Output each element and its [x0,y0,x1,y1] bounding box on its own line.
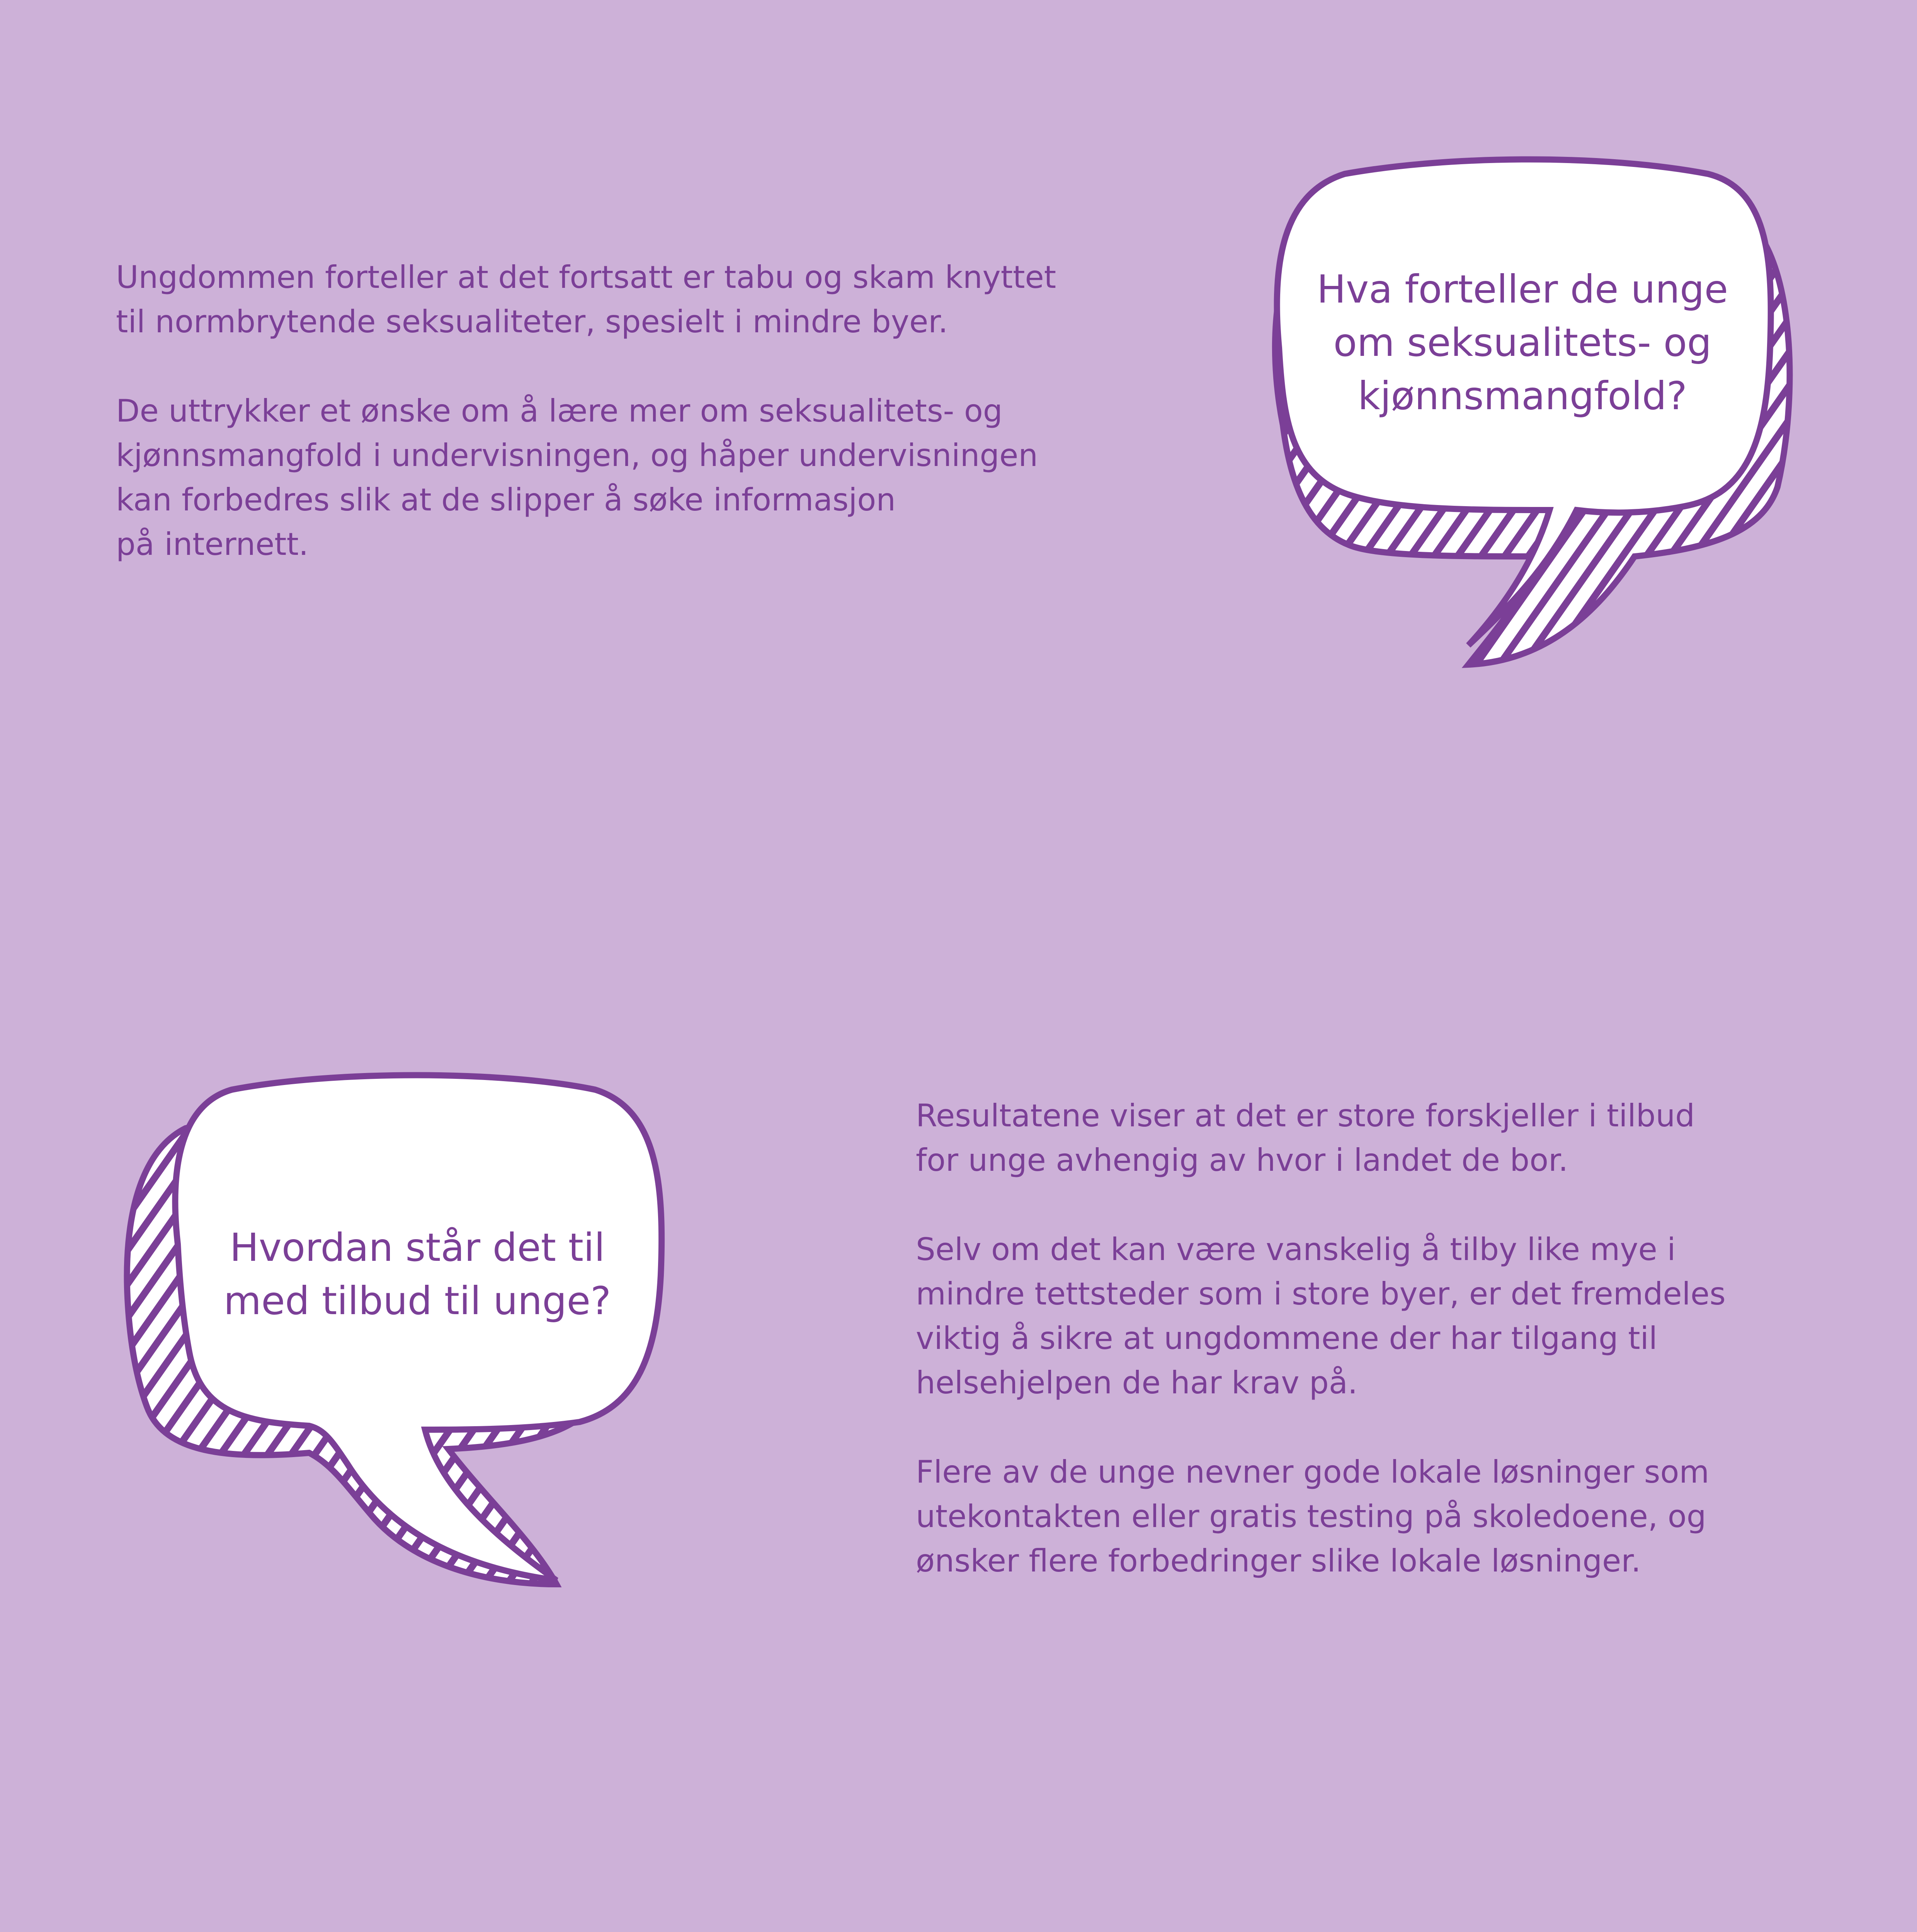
section-2-text [916,1094,1843,1628]
speech-bubble-1 [1221,147,1824,680]
paragraph: Selv om det kan være vanskelig å tilby like mye i mindre tettsteder som i store byer, er det fremdeles viktig å sikre at ungdommene der har tilgang til helsehjelpen de har krav på. [916,1231,1726,1401]
bubble-question-1: Hva forteller de unge om seksualitets- og kjønnsmangfold? [1317,267,1728,418]
intro-text [143,1930,1457,1932]
paragraph: Resultatene viser at det er store forskjeller i tilbud for unge avhengig av hvor i landet de bor. [916,1098,1695,1178]
paragraph: De uttrykker et ønske om å lære mer om seksualitets- og kjønnsmangfold i undervisningen, og håper undervisningen kan forbedres slik at de slipper å søke informasjon på internett. [116,393,1038,562]
bubble-question-2: Hvordan står det til med tilbud til unge? [223,1225,611,1323]
section-1-text [116,255,1121,611]
paragraph: Ungdommen forteller at det fortsatt er tabu og skam knyttet til normbrytende seksualiteter, spesielt i mindre byer. [116,259,1056,340]
paragraph: Flere av de unge nevner gode lokale løsninger som utekontakten eller gratis testing på skoledoene, og ønsker flere forbedringer slike lokale løsninger. [916,1454,1709,1579]
speech-bubble-icon [116,1059,719,1600]
paragraph [143,1930,1457,1932]
speech-bubble-2 [116,1059,719,1600]
